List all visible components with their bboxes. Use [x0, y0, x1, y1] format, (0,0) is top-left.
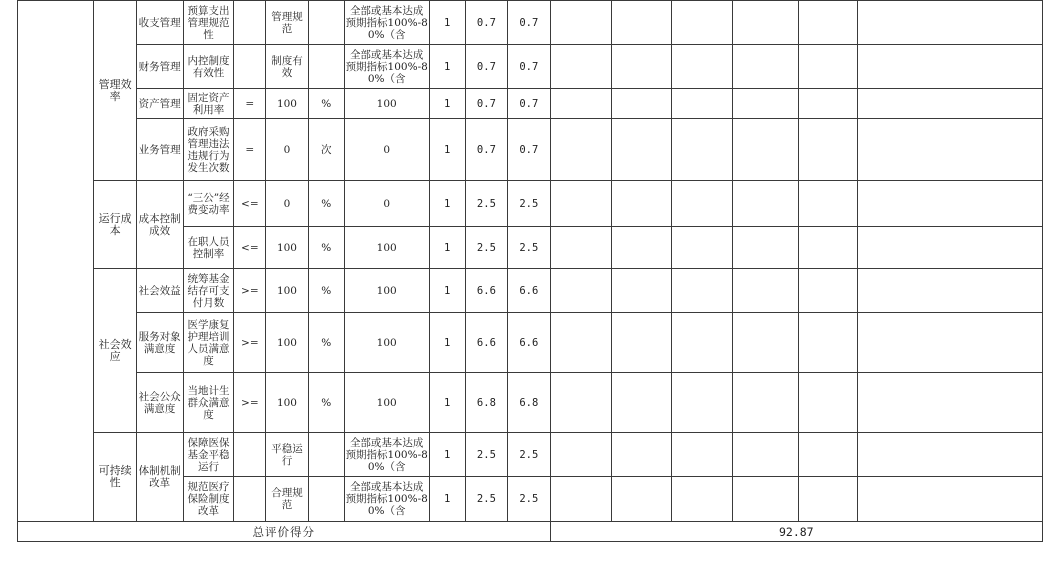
target-value-cell: 100 [266, 269, 308, 313]
empty-cell [858, 181, 1043, 227]
unit-cell [308, 477, 344, 522]
actual-value-cell: 100 [344, 313, 429, 373]
operator-cell: >= [234, 269, 266, 313]
score-cell: 2.5 [465, 227, 507, 269]
score-cell: 0.7 [465, 119, 507, 181]
unit-cell: % [308, 181, 344, 227]
level3-indicator: 规范医疗保险制度改革 [183, 477, 234, 522]
empty-cell [612, 269, 671, 313]
actual-value-cell: 100 [344, 269, 429, 313]
empty-cell [798, 269, 857, 313]
empty-cell [798, 119, 857, 181]
empty-cell [798, 89, 857, 119]
empty-cell [858, 227, 1043, 269]
empty-cell [733, 313, 799, 373]
empty-cell [798, 45, 857, 89]
empty-cell [858, 119, 1043, 181]
weight-cell: 1 [429, 269, 465, 313]
empty-cell [733, 477, 799, 522]
final-score-cell: 0.7 [508, 119, 550, 181]
empty-cell [612, 227, 671, 269]
empty-cell [733, 119, 799, 181]
level3-indicator: 预算支出管理规范性 [183, 1, 234, 45]
level2-indicator: 收支管理 [136, 1, 183, 45]
empty-cell [612, 119, 671, 181]
weight-cell: 1 [429, 89, 465, 119]
final-score-cell: 2.5 [508, 227, 550, 269]
empty-cell [612, 373, 671, 433]
operator-cell: >= [234, 373, 266, 433]
empty-cell [612, 181, 671, 227]
performance-evaluation-table [17, 0, 1043, 574]
table-row [18, 119, 1043, 181]
empty-cell [550, 45, 612, 89]
final-score-cell: 0.7 [508, 45, 550, 89]
empty-cell [733, 1, 799, 45]
empty-cell [671, 119, 733, 181]
level2-indicator: 社会公众满意度 [136, 373, 183, 433]
unit-cell [308, 433, 344, 477]
target-value-cell: 0 [266, 119, 308, 181]
level3-indicator: 固定资产利用率 [183, 89, 234, 119]
final-score-cell: 6.6 [508, 313, 550, 373]
empty-cell [798, 313, 857, 373]
weight-cell: 1 [429, 181, 465, 227]
level2-indicator: 服务对象满意度 [136, 313, 183, 373]
empty-cell [671, 313, 733, 373]
operator-cell [234, 433, 266, 477]
final-score-cell: 6.8 [508, 373, 550, 433]
empty-cell [671, 477, 733, 522]
level3-indicator: “三公”经费变动率 [183, 181, 234, 227]
empty-cell [733, 181, 799, 227]
score-cell: 2.5 [465, 477, 507, 522]
level3-indicator: 当地计生群众满意度 [183, 373, 234, 433]
score-table [17, 0, 1043, 542]
target-value-cell: 100 [266, 227, 308, 269]
empty-cell [612, 89, 671, 119]
level3-indicator: 统筹基金结存可支付月数 [183, 269, 234, 313]
target-value-cell: 管理规范 [266, 1, 308, 45]
total-score-label: 总评价得分 [18, 522, 551, 542]
level3-indicator: 保障医保基金平稳运行 [183, 433, 234, 477]
final-score-cell: 2.5 [508, 433, 550, 477]
level1-indicator: 运行成本 [94, 181, 136, 269]
weight-cell: 1 [429, 433, 465, 477]
empty-cell [550, 373, 612, 433]
level1-indicator: 管理效率 [94, 1, 136, 181]
empty-cell [550, 433, 612, 477]
score-cell: 0.7 [465, 1, 507, 45]
unit-cell [308, 1, 344, 45]
empty-cell [798, 181, 857, 227]
empty-cell [671, 1, 733, 45]
level2-indicator: 成本控制成效 [136, 181, 183, 269]
empty-cell [550, 269, 612, 313]
empty-cell [733, 269, 799, 313]
score-cell: 0.7 [465, 45, 507, 89]
empty-cell [733, 227, 799, 269]
empty-cell [733, 433, 799, 477]
weight-cell: 1 [429, 119, 465, 181]
level3-indicator: 医学康复护理培训人员满意度 [183, 313, 234, 373]
actual-value-cell: 全部或基本达成预期指标100%-80%（含 [344, 477, 429, 522]
weight-cell: 1 [429, 1, 465, 45]
final-score-cell: 6.6 [508, 269, 550, 313]
empty-cell [798, 477, 857, 522]
actual-value-cell: 全部或基本达成预期指标100%-80%（含 [344, 45, 429, 89]
operator-cell [234, 477, 266, 522]
empty-cell [798, 227, 857, 269]
total-row [18, 522, 1043, 542]
actual-value-cell: 0 [344, 119, 429, 181]
empty-cell [858, 313, 1043, 373]
weight-cell: 1 [429, 373, 465, 433]
target-value-cell: 100 [266, 89, 308, 119]
total-score-value: 92.87 [550, 522, 1042, 542]
empty-cell [858, 89, 1043, 119]
score-cell: 0.7 [465, 89, 507, 119]
weight-cell: 1 [429, 45, 465, 89]
table-row [18, 433, 1043, 477]
operator-cell: = [234, 89, 266, 119]
empty-cell [550, 313, 612, 373]
weight-cell: 1 [429, 313, 465, 373]
empty-cell [798, 373, 857, 433]
empty-cell [798, 433, 857, 477]
empty-cell [798, 1, 857, 45]
operator-cell [234, 1, 266, 45]
empty-cell [550, 227, 612, 269]
empty-cell [858, 269, 1043, 313]
operator-cell: >= [234, 313, 266, 373]
operator-cell: = [234, 119, 266, 181]
target-value-cell: 平稳运行 [266, 433, 308, 477]
weight-cell: 1 [429, 477, 465, 522]
unit-cell [308, 45, 344, 89]
empty-cell [550, 477, 612, 522]
outer-category-cell [18, 1, 94, 522]
level3-indicator: 在职人员控制率 [183, 227, 234, 269]
empty-cell [671, 227, 733, 269]
actual-value-cell: 100 [344, 227, 429, 269]
level2-indicator: 财务管理 [136, 45, 183, 89]
table-row [18, 269, 1043, 313]
level1-indicator: 社会效应 [94, 269, 136, 433]
table-row [18, 1, 1043, 45]
score-cell: 2.5 [465, 433, 507, 477]
empty-cell [550, 89, 612, 119]
empty-cell [858, 433, 1043, 477]
score-cell: 6.6 [465, 313, 507, 373]
table-row [18, 313, 1043, 373]
table-row [18, 181, 1043, 227]
final-score-cell: 0.7 [508, 1, 550, 45]
target-value-cell: 合理规范 [266, 477, 308, 522]
empty-cell [733, 45, 799, 89]
weight-cell: 1 [429, 227, 465, 269]
level2-indicator: 资产管理 [136, 89, 183, 119]
target-value-cell: 100 [266, 373, 308, 433]
table-row [18, 45, 1043, 89]
empty-cell [550, 181, 612, 227]
unit-cell: % [308, 269, 344, 313]
empty-cell [671, 89, 733, 119]
empty-cell [671, 373, 733, 433]
level2-indicator: 体制机制改革 [136, 433, 183, 522]
empty-cell [612, 433, 671, 477]
final-score-cell: 0.7 [508, 89, 550, 119]
operator-cell: <= [234, 227, 266, 269]
level3-indicator: 政府采购管理违法违规行为发生次数 [183, 119, 234, 181]
unit-cell: % [308, 313, 344, 373]
empty-cell [733, 89, 799, 119]
empty-cell [671, 269, 733, 313]
empty-cell [733, 373, 799, 433]
operator-cell: <= [234, 181, 266, 227]
empty-cell [612, 1, 671, 45]
empty-cell [671, 433, 733, 477]
empty-cell [858, 45, 1043, 89]
score-cell: 6.8 [465, 373, 507, 433]
final-score-cell: 2.5 [508, 477, 550, 522]
unit-cell: % [308, 89, 344, 119]
actual-value-cell: 0 [344, 181, 429, 227]
unit-cell: % [308, 373, 344, 433]
table-row [18, 373, 1043, 433]
empty-cell [858, 477, 1043, 522]
level3-indicator: 内控制度有效性 [183, 45, 234, 89]
level2-indicator: 业务管理 [136, 119, 183, 181]
score-cell: 6.6 [465, 269, 507, 313]
empty-cell [612, 313, 671, 373]
empty-cell [671, 181, 733, 227]
actual-value-cell: 100 [344, 373, 429, 433]
empty-cell [550, 119, 612, 181]
level2-indicator: 社会效益 [136, 269, 183, 313]
unit-cell: 次 [308, 119, 344, 181]
table-row [18, 89, 1043, 119]
target-value-cell: 0 [266, 181, 308, 227]
empty-cell [550, 1, 612, 45]
score-cell: 2.5 [465, 181, 507, 227]
empty-cell [858, 373, 1043, 433]
target-value-cell: 制度有效 [266, 45, 308, 89]
actual-value-cell: 全部或基本达成预期指标100%-80%（含 [344, 1, 429, 45]
empty-cell [858, 1, 1043, 45]
unit-cell: % [308, 227, 344, 269]
target-value-cell: 100 [266, 313, 308, 373]
empty-cell [612, 45, 671, 89]
actual-value-cell: 100 [344, 89, 429, 119]
level1-indicator: 可持续性 [94, 433, 136, 522]
operator-cell [234, 45, 266, 89]
actual-value-cell: 全部或基本达成预期指标100%-80%（含 [344, 433, 429, 477]
empty-cell [612, 477, 671, 522]
final-score-cell: 2.5 [508, 181, 550, 227]
empty-cell [671, 45, 733, 89]
